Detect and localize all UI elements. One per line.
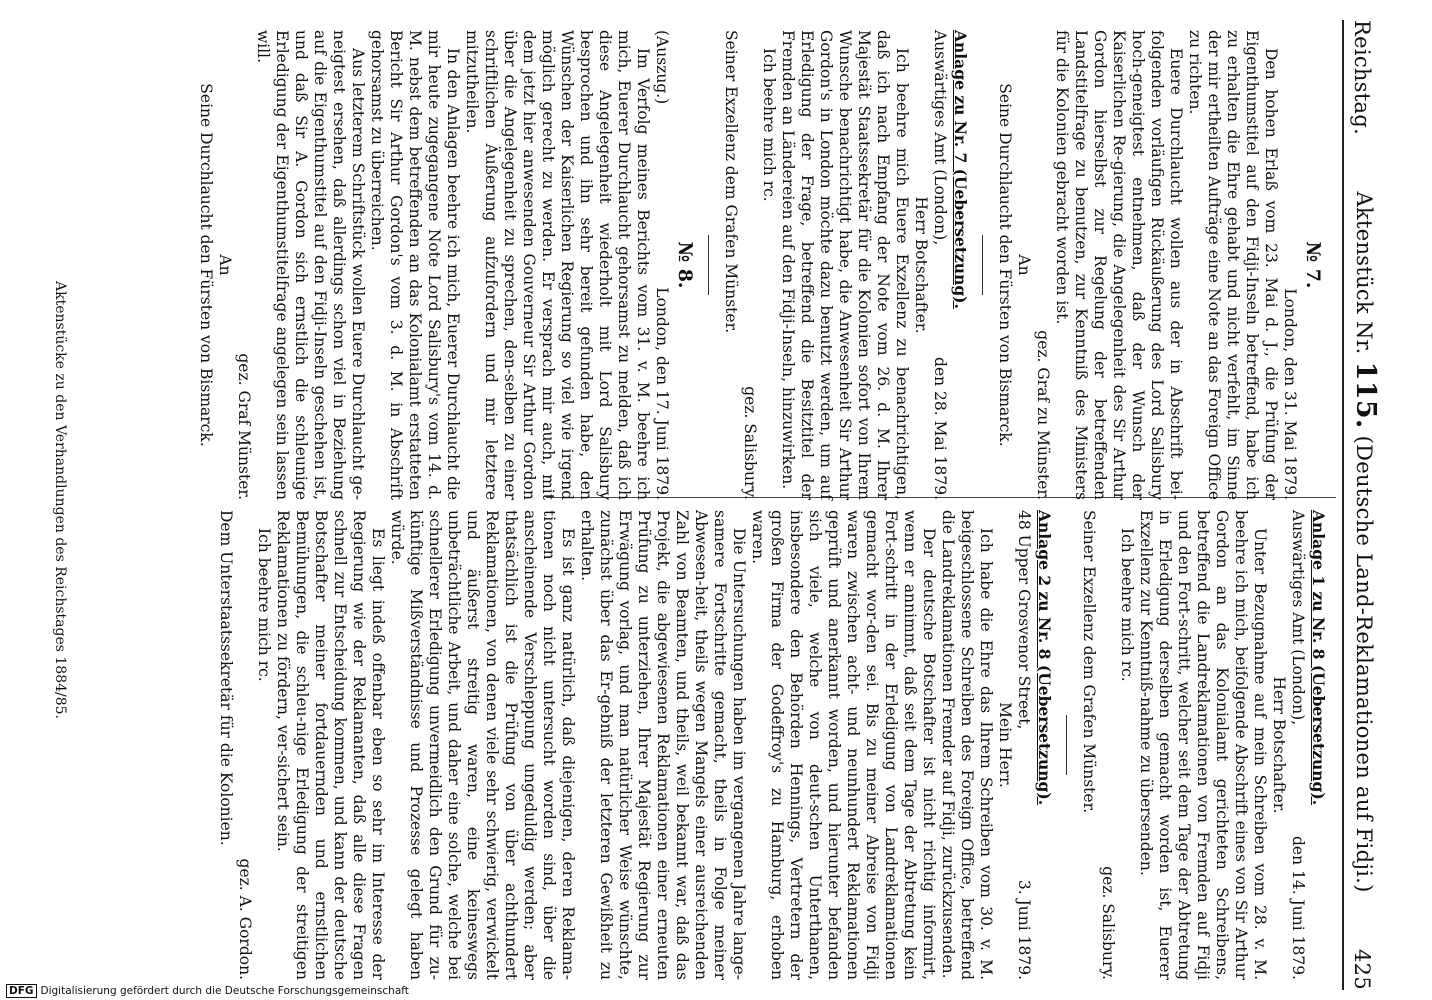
doc7-number: № 7.: [1302, 241, 1324, 289]
annex82-salutation: Mein Herr.: [996, 702, 1014, 788]
right-column: [216, 510, 1336, 980]
doc8-addressee: Seine Durchlaucht den Fürsten von Bismarck.: [197, 83, 215, 447]
annex81-paragraph-1: Unter Bezugnahme auf mein Schreiben vom 28. v. M. beehre ich mich, beifolgende Abschrift eines von Sir Arthur Gordon an das Kolonialamt gerichteten Schreibens, betreffend die Landreklamationen von Fremden auf Fidji und den Fort-schritt, welcher seit dem Tage der Abtretung in Erledigung derselben gemacht worden ist, Euerer Exzellenz zur Kenntniß-nahme zu übersenden.: [1137, 510, 1269, 980]
header-left: Reichstag.: [1350, 20, 1374, 136]
divider: [1066, 715, 1067, 775]
annex81-addressee: Seiner Exzellenz dem Grafen Münster.: [1080, 510, 1098, 814]
annex81-title: Anlage 1 zu Nr. 8 (Uebersetzung).: [1309, 510, 1328, 806]
annex81-closing: Ich beehre mich rc.: [1118, 528, 1136, 682]
doc7-addressee: Seine Durchlaucht den Fürsten von Bismarck.: [996, 83, 1014, 447]
dfg-logo: DFG: [6, 984, 37, 998]
doc7-place-date: London, den 31. Mai 1879.: [1281, 288, 1299, 500]
doc7-an: An: [1015, 254, 1033, 276]
annex82-signature: gez. A. Gordon.: [236, 858, 254, 980]
doc7-paragraph-1: Den hohen Erlaß vom 23. Mai d. J., die Prüfung der Eigenthumstitel auf den Fidji-Inseln betreffend, habe ich zu erhalten die Ehre gehabt und nicht verfehlt, im Sinne der mir ertheilten Aufträge eine Note an das Foreign Office zu richten.: [1186, 30, 1280, 500]
doc8-paragraph-3: Aus letzterem Schriftstück wollen Euere Durchlaucht ge-neigtest ersehen, daß allerdings schon viel in Beziehung auf die Eigenthumstitel auf den Fidji-Inseln geschehen ist, und daß Sir A. Gordon sich ernstlich die schleunige Erledigung der Eigenthumstitelfrage angelegen sein lassen will.: [254, 30, 367, 500]
divider: [982, 235, 983, 295]
page-footer: Aktenstücke zu den Verhandlungen des Reichstages 1884/85.: [52, 280, 68, 720]
annex82-addressee: Dem Unterstaatssekretär für die Kolonien.: [217, 510, 235, 846]
annex7-title: Anlage zu Nr. 7 (Uebersetzung).: [951, 30, 970, 309]
digitization-note: DFG Digitalisierung gefördert durch die Deutsche Forschungsgemeinschaft: [6, 984, 986, 998]
doc8-paragraph-1: Im Verfolg meines Berichts vom 31. v. M. beehre ich mich, Euerer Durchlaucht gehorsamst zu melden, daß ich diese Angelegenheit wiederholt mit Lord Salisbury besprochen und ihn sehr bereit gefunden habe, den Wünschen der Kaiserlichen Regierung so viel wie irgend möglich gerecht zu werden. Er versprach mir auch, mit dem jetzt hier anwesenden Gouverneur Sir Arthur Gordon über die Angelegenheit zu sprechen, den-selben zu einer schriftlichen Äußerung aufzufordern und mir letztere mitzutheilen.: [463, 30, 652, 500]
doc7-signature: gez. Graf zu Münster.: [1034, 330, 1052, 500]
doc8-number: № 8.: [674, 241, 696, 289]
annex81-place-date: Auswärtiges Amt (London), den 14. Juni 1879.: [1289, 510, 1307, 980]
annex82-closing: Ich beehre mich rc.: [255, 528, 273, 682]
annex82-paragraph-1: Ich habe die Ehre das Ihrem Schreiben vom 30. v. M. beigeschlossene Schreiben des Foreign Office, betreffend die Landreklamationen Fremder auf Fidji, zurückzusenden.: [939, 510, 995, 980]
doc7-paragraph-2: Euere Durchlaucht wollen aus der in Abschrift bei-folgenden vorläufigen Rückäußerung des Lord Salisbury hoch-geneigtest entnehmen, daß der Wunsch der Kaiserlichen Re-gierung, die Angelegenheit des Sir Arthur Gordon hierselbst zur Regelung der betreffenden Landstitelfrage zu benutzen, zur Kenntniß des Ministers für die Kolonien gebracht worden ist.: [1053, 30, 1185, 500]
doc8-paragraph-2: In den Anlagen beehre ich mich, Euerer Durchlaucht die mir heute zugegangene Note Lord Salisbury's vom 14. d. M. nebst dem betreffenden an das Kolonialamt erstatteten Bericht Sir Arthur Gordon's vom 3. d. M. in Abschrift gehorsamst zu überreichen.: [368, 30, 462, 500]
doc8-signature: gez. Graf Münster.: [235, 353, 253, 500]
annex81-salutation: Herr Botschafter.: [1270, 676, 1288, 814]
annex7-closing: Ich beehre mich rc.: [760, 48, 778, 202]
annex7-salutation: Herr Botschafter.: [912, 196, 930, 334]
annex7-addressee: Seiner Exzellenz dem Grafen Münster.: [722, 30, 740, 334]
left-column: [196, 30, 1336, 500]
document-number: 115.: [1350, 361, 1381, 429]
annex82-paragraph-4: Es ist ganz natürlich, daß diejenigen, deren Reklama-tionen noch nicht untersucht worden sind, über die anscheinende Verschleppung ungeduldig werden; aber thatsächlich ist die Prüfung von über achthundert Reklamationen, von denen viele sehr schwierig, verwickelt und äußerst streitig waren, eine keineswegs unbeträchtliche Arbeit, und daher eine solche, welche bei schnellerer Erledigung unvermeidlich den Grund für zu-künftige Mißverständnisse und Prozesse gelegt haben würde.: [388, 510, 577, 980]
annex82-title: Anlage 2 zu Nr. 8 (Uebersetzung).: [1035, 510, 1054, 806]
annex7-signature: gez. Salisbury.: [741, 386, 759, 500]
page-header: [1350, 20, 1384, 990]
annex7-place-date: Auswärtiges Amt (London), den 28. Mai 1879.: [931, 30, 949, 500]
header-rule: [1342, 20, 1344, 990]
annex82-paragraph-3: Die Untersuchungen haben im vergangenen Jahre lange-samere Fortschritte gemacht, theils in Folge meiner Abwesen-heit, theils wegen Mangels einer ausreichenden Zahl von Beamten, und theils, weil bekannt war, daß das Projekt, die abgewiesenen Reklamationen einer erneuten Prüfung zu unterziehen, Ihrer Majestät Regierung zur Erwägung vorlag, und man natürlicher Weise wünschte, zunächst über das Er-gebniß der letzteren Gewißheit zu erhalten.: [578, 510, 748, 980]
annex7-paragraph-1: Ich beehre mich Euere Exzellenz zu benachrichtigen, daß ich nach Empfang der Note vom 26. d. M. Ihrer Majestät Staatssekretär für die Kolonien sofort von Ihrem Wunsche benachrichtigt habe, die Anwesenheit Sir Arthur Gordon's in London möchte dazu benutzt werden, um auf Erledigung der Frage, betreffend die Besitztitel der Fremden an Ländereien auf den Fidji-Inseln, hinzuwirken.: [779, 30, 911, 500]
divider: [708, 235, 709, 295]
page-number: 425: [1350, 949, 1374, 990]
doc8-an: An: [216, 254, 234, 276]
annex81-signature: gez. Salisbury.: [1099, 866, 1117, 980]
header-title: Aktenstück Nr. 115. (Deutsche Land-Reklamationen auf Fidji.): [1350, 191, 1381, 893]
annex82-paragraph-5: Es liegt indeß offenbar eben so sehr im Interesse der Regierung wie der Reklamanten, daß alle diese Fragen schnell zur Entscheidung kommen, und kann der deutsche Botschafter meiner fortdauernden und ernstlichen Bemühungen, die schleu-nige Erledigung der streitigen Reklamationen zu fördern, ver-sichert sein.: [274, 510, 387, 980]
annex82-place-date: 48 Upper Grosvenor Street, 3. Juni 1879.: [1015, 510, 1033, 980]
doc8-header: (Auszug.) London, den 17. Juni 1879.: [653, 30, 671, 500]
annex82-paragraph-2: Der deutsche Botschafter ist nicht richtig informirt, wenn er annimmt, daß seit dem Tage der Abtretung kein Fort-schritt in der Erledigung von Landreklamationen gemacht wor-den sei. Bis zu meiner Abreise von Fidji waren zwischen acht- und neunhundert Reklamationen geprüft und anerkannt worden, und hierunter befanden sich viele, welche von deut-schen Unterthanen, insbesondere den Behörden Hennings, Vertretern der großen Firma der Godeffroy's zu Hamburg, erhoben waren.: [749, 510, 938, 980]
